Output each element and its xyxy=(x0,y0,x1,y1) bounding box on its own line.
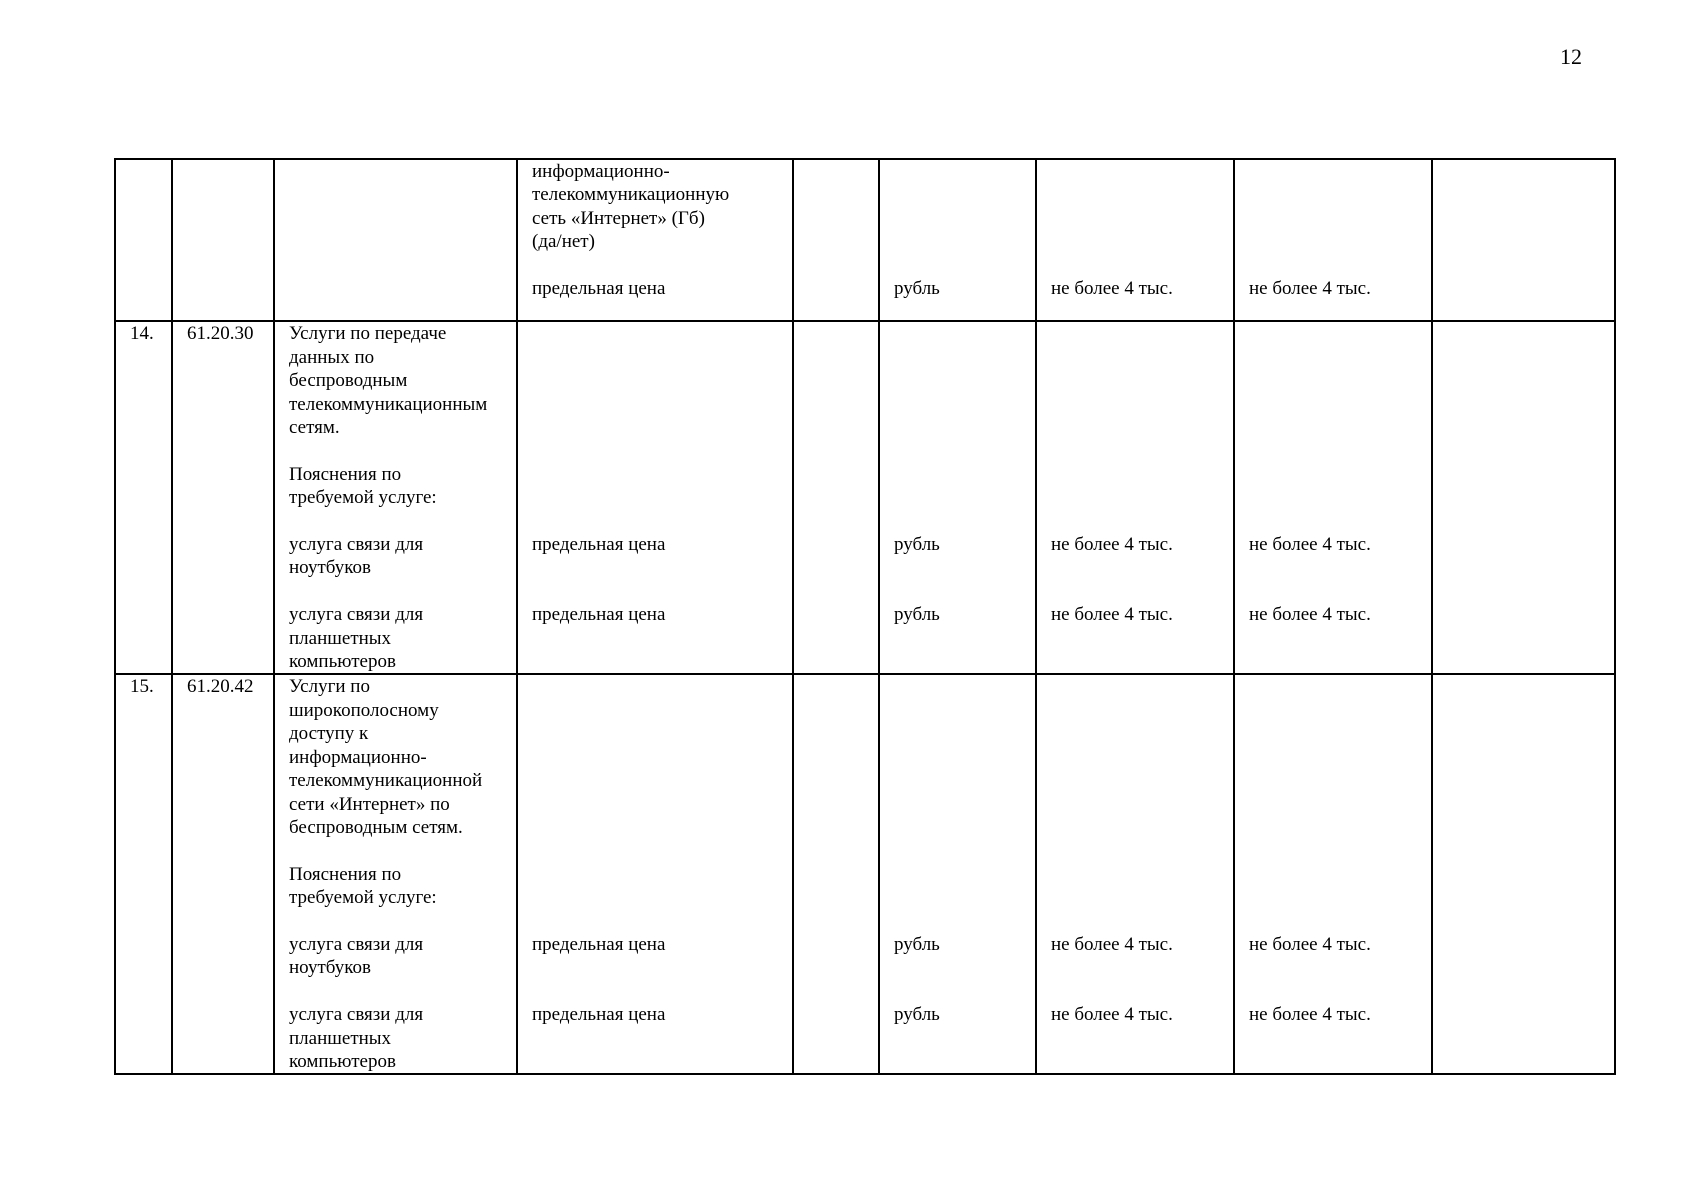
price-label: предельная цена xyxy=(532,604,666,626)
table-row xyxy=(115,321,1615,674)
text-line: сети «Интернет» по xyxy=(289,793,450,815)
text-line: данных по xyxy=(289,346,375,368)
cell-unit xyxy=(879,674,1036,1074)
text-line: ноутбуков xyxy=(289,957,371,979)
cell-value-a xyxy=(1036,674,1234,1074)
cell-code xyxy=(172,321,274,674)
cell-empty xyxy=(1432,321,1615,674)
table-row-continuation xyxy=(115,159,1615,321)
cell-characteristic xyxy=(517,321,793,674)
text-line: сеть «Интернет» (Гб) xyxy=(532,207,705,229)
cell-num xyxy=(115,321,172,674)
cell-num xyxy=(115,159,172,321)
cell-value-a xyxy=(1036,159,1234,321)
cell-code xyxy=(172,674,274,1074)
text-line: услуга связи для xyxy=(289,534,424,556)
text-line: требуемой услуге: xyxy=(289,487,437,509)
cell-empty xyxy=(793,674,879,1074)
value-text: не более 4 тыс. xyxy=(1051,278,1173,299)
unit-text: рубль xyxy=(894,604,940,626)
value-text: не более 4 тыс. xyxy=(1249,933,1371,955)
unit-text: рубль xyxy=(894,1004,940,1026)
price-label: предельная цена xyxy=(532,933,666,955)
row-number: 14. xyxy=(130,323,154,345)
text-line: Пояснения по xyxy=(289,463,402,485)
row-number: 15. xyxy=(130,676,154,698)
text-line: беспроводным xyxy=(289,370,408,392)
text-line: планшетных xyxy=(289,627,392,649)
value-text: не более 4 тыс. xyxy=(1051,534,1173,556)
text-line: сетям. xyxy=(289,417,340,439)
cell-name xyxy=(274,674,517,1074)
text-line: услуга связи для xyxy=(289,933,424,955)
text-line: услуга связи для xyxy=(289,604,424,626)
unit-text: рубль xyxy=(894,278,940,299)
cell-characteristic xyxy=(517,674,793,1074)
cell-empty xyxy=(1432,674,1615,1074)
text-line: телекоммуникационным xyxy=(289,393,488,415)
price-label: предельная цена xyxy=(532,278,666,300)
cell-name xyxy=(274,321,517,674)
cell-name xyxy=(274,159,517,321)
text-line: Услуги по xyxy=(289,676,370,698)
text-line: беспроводным сетям. xyxy=(289,816,463,838)
text-line: доступу к xyxy=(289,723,369,745)
text-line: Услуги по передаче xyxy=(289,323,447,345)
text-line: широкополосному xyxy=(289,699,439,721)
characteristic-text xyxy=(532,160,784,254)
unit-text: рубль xyxy=(894,534,940,556)
text-line: ноутбуков xyxy=(289,557,371,579)
text-line: требуемой услуге: xyxy=(289,887,437,909)
requirements-table xyxy=(114,158,1616,1075)
price-label: предельная цена xyxy=(532,1004,666,1026)
value-text: не более 4 тыс. xyxy=(1051,604,1173,626)
text-line: (да/нет) xyxy=(532,231,595,253)
text-line: Пояснения по xyxy=(289,863,402,885)
text-line: телекоммуникационной xyxy=(289,770,483,792)
cell-unit xyxy=(879,321,1036,674)
page-number: 12 xyxy=(1560,44,1582,69)
value-text: не более 4 тыс. xyxy=(1051,933,1173,955)
cell-empty xyxy=(1432,159,1615,321)
row-code: 61.20.30 xyxy=(187,323,254,345)
text-line: услуга связи для xyxy=(289,1004,424,1026)
value-text: не более 4 тыс. xyxy=(1249,278,1371,299)
text-line: планшетных xyxy=(289,1027,392,1049)
unit-text: рубль xyxy=(894,933,940,955)
cell-value-b xyxy=(1234,674,1432,1074)
cell-empty xyxy=(793,321,879,674)
value-text: не более 4 тыс. xyxy=(1051,1004,1173,1026)
cell-value-b xyxy=(1234,321,1432,674)
cell-code xyxy=(172,159,274,321)
text-line: компьютеров xyxy=(289,651,396,673)
text-line: информационно- xyxy=(532,161,670,182)
text-line: телекоммуникационную xyxy=(532,184,730,206)
row-code: 61.20.42 xyxy=(187,676,254,698)
cell-characteristic xyxy=(517,159,793,321)
value-text: не более 4 тыс. xyxy=(1249,604,1371,626)
price-label: предельная цена xyxy=(532,534,666,556)
cell-unit xyxy=(879,159,1036,321)
table-row xyxy=(115,674,1615,1074)
cell-empty xyxy=(793,159,879,321)
value-text: не более 4 тыс. xyxy=(1249,1004,1371,1026)
cell-num xyxy=(115,674,172,1074)
cell-value-b xyxy=(1234,159,1432,321)
cell-value-a xyxy=(1036,321,1234,674)
value-text: не более 4 тыс. xyxy=(1249,534,1371,556)
text-line: информационно- xyxy=(289,746,427,768)
text-line: компьютеров xyxy=(289,1050,396,1072)
